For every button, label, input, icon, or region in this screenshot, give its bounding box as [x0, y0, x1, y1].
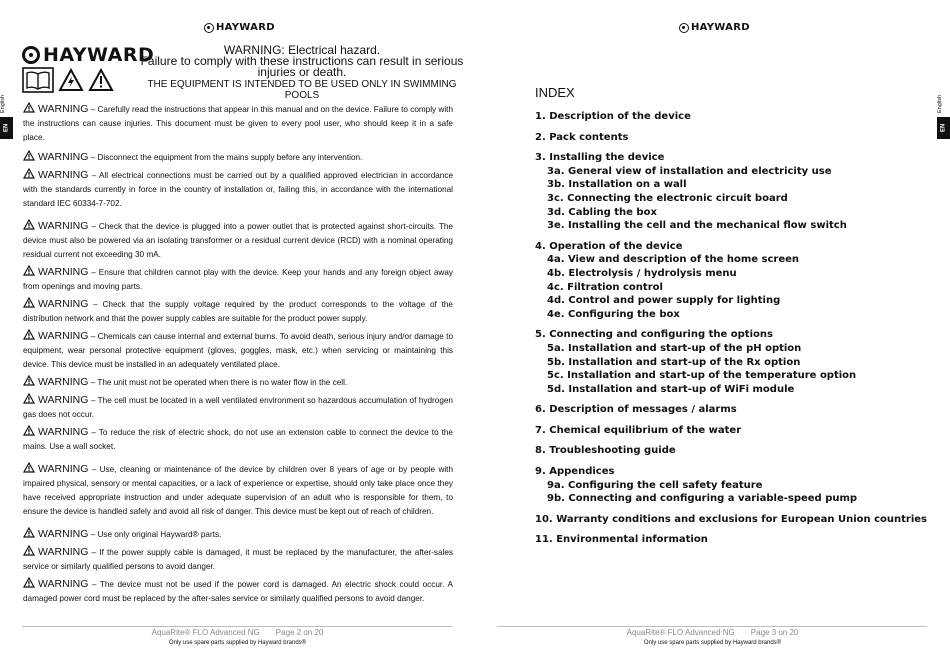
warning-icon [23, 168, 35, 179]
index-subentry[interactable]: 4c. Filtration control [547, 281, 663, 293]
electrical-hazard-header [138, 44, 466, 101]
footer-product: AquaRite® FLO Advanced NG [626, 628, 735, 637]
brand-text: HAYWARD [216, 22, 275, 33]
index-section [535, 533, 930, 547]
footer-page-number: Page 2 on 20 [275, 628, 324, 637]
index-entry[interactable]: 6. Description of messages / alarms [535, 404, 737, 416]
index-entry[interactable]: 10. Warranty conditions and exclusions for European Union countries [535, 513, 928, 525]
warnings-list [23, 102, 453, 606]
warning-item [23, 425, 453, 454]
warning-item [23, 329, 453, 372]
index-section [535, 151, 930, 233]
warning-text: – All electrical connections must be carried out by a qualified approved electrician in accordance with the standards currently in force in the country of installation or, failing this, in accordance with the international standard IEC 60334-7-702. [23, 171, 453, 208]
language-code: EN [937, 117, 950, 139]
warning-icon [23, 577, 35, 588]
index-subentry[interactable]: 9a. Configuring the cell safety feature [547, 479, 763, 491]
footer-product: AquaRite® FLO Advanced NG [151, 628, 260, 637]
warning-icon [23, 545, 35, 556]
warning-keyword: WARNING [38, 103, 89, 115]
index-subentry[interactable]: 3b. Installation on a wall [547, 179, 687, 191]
warning-icon [23, 219, 35, 230]
hayward-logo-small [679, 22, 750, 33]
warning-icon [23, 462, 35, 473]
warning-item [23, 545, 453, 574]
index-entry[interactable]: 2. Pack contents [535, 131, 629, 143]
language-code: EN [0, 117, 13, 139]
index-subentry[interactable]: 5a. Installation and start-up of the pH option [547, 342, 802, 354]
index-section [535, 131, 930, 145]
warning-keyword: WARNING [38, 151, 89, 163]
page-footer [475, 628, 950, 646]
warning-keyword: WARNING [38, 578, 89, 590]
warning-icon [23, 375, 35, 386]
safety-symbols [22, 67, 114, 93]
page-footer [0, 628, 475, 646]
warning-item [23, 462, 453, 519]
index-entry[interactable]: 9. Appendices [535, 466, 615, 478]
index-entry[interactable]: 3. Installing the device [535, 152, 665, 164]
warning-text: – Check that the device is plugged into a power outlet that is protected against short-circuits. The device must also be powered via an isolating transformer or a residual current device (RCD) with a nominal operating residual current not exceeding 30 mA. [23, 222, 453, 259]
index-section [535, 110, 930, 124]
warning-keyword: WARNING [38, 266, 89, 278]
warning-text: – The device must not be used if the power cord is damaged. An electric shock could occur. A damaged power cord must be replaced by the after-sales service or similarly qualified persons to avoid danger. [23, 580, 453, 603]
warning-keyword: WARNING [38, 426, 89, 438]
warning-icon [23, 329, 35, 340]
index-title: INDEX [535, 85, 575, 100]
footer-rule [497, 626, 927, 627]
header-line-3: THE EQUIPMENT IS INTENDED TO BE USED ONLY IN SWIMMING POOLS [147, 79, 457, 101]
warning-text: – Disconnect the equipment from the mains supply before any intervention. [88, 153, 363, 162]
footer-page-number: Page 3 on 20 [750, 628, 799, 637]
warning-item [23, 168, 453, 211]
hayward-logo-icon [679, 23, 689, 33]
header-line-1: WARNING: Electrical hazard. [223, 43, 381, 57]
warning-item [23, 219, 453, 262]
index-section [535, 240, 930, 322]
index-subentry[interactable]: 4e. Configuring the box [547, 308, 680, 320]
warning-item [23, 150, 453, 165]
index-subentry[interactable]: 4d. Control and power supply for lighting [547, 295, 781, 307]
warning-text: – Chemicals can cause internal and external burns. To avoid death, serious injury and/or damage to equipment, wear personal protective equipment (gloves, goggles, mask, etc.) when servicing or maintaining this device. This device must be installed in an adequately ventilated place. [23, 332, 453, 369]
electrical-hazard-icon [58, 68, 84, 92]
index-section [535, 328, 930, 396]
warning-item [23, 265, 453, 294]
index-entry[interactable]: 4. Operation of the device [535, 240, 683, 252]
warning-icon [23, 297, 35, 308]
warning-keyword: WARNING [38, 330, 89, 342]
brand-text: HAYWARD [691, 22, 750, 33]
hayward-logo-icon [204, 23, 214, 33]
warning-keyword: WARNING [38, 220, 89, 232]
warning-text: – To reduce the risk of electric shock, do not use an extension cable to connect the device to the mains. Use a wall socket. [23, 428, 453, 451]
index-list [535, 110, 930, 554]
index-subentry[interactable]: 9b. Connecting and configuring a variable-speed pump [547, 493, 858, 505]
index-entry[interactable]: 5. Connecting and configuring the options [535, 329, 773, 341]
warning-item [23, 297, 453, 326]
index-subentry[interactable]: 5b. Installation and start-up of the Rx option [547, 356, 801, 368]
warning-icon [23, 425, 35, 436]
index-subentry[interactable]: 4a. View and description of the home screen [547, 254, 800, 266]
index-subentry[interactable]: 5c. Installation and start-up of the temperature option [547, 370, 857, 382]
warning-triangle-icon [88, 68, 114, 92]
brand-text: HAYWARD [43, 44, 155, 66]
hayward-logo-small [204, 22, 275, 33]
warning-icon [23, 102, 35, 113]
warning-text: – Use, cleaning or maintenance of the device by children over 8 years of age or by people with impaired physical, sensory or mental capacities, or a lack of experience or expertise, should only take place once they have received appropriate instruction and under adequate supervision of an adult who is responsible for them, to ensure the device is handled safely and avoid all risk of danger. This device must be kept out of reach of children. [23, 465, 453, 516]
index-subentry[interactable]: 3c. Connecting the electronic circuit board [547, 192, 788, 204]
warning-icon [23, 393, 35, 404]
warning-item [23, 527, 453, 542]
warning-keyword: WARNING [38, 376, 89, 388]
warning-text: – If the power supply cable is damaged, it must be replaced by the manufacturer, the after-sales service or similarly qualified persons to avoid danger. [23, 548, 453, 571]
index-entry[interactable]: 7. Chemical equilibrium of the water [535, 424, 742, 436]
warning-text: – Check that the supply voltage required by the product corresponds to the voltage of the distribution network and that the power supply cables are suitable for the product power supply. [23, 300, 453, 323]
index-subentry[interactable]: 3e. Installing the cell and the mechanical flow switch [547, 220, 847, 232]
language-label: English [937, 94, 943, 114]
warning-text: – The cell must be located in a well ventilated environment so hazardous accumulation of hydrogen gas does not occur. [23, 396, 453, 419]
warning-item [23, 375, 453, 390]
index-entry[interactable]: 11. Environmental information [535, 534, 708, 546]
warning-keyword: WARNING [38, 169, 89, 181]
footer-note: Only use spare parts supplied by Hayward brands® [168, 640, 307, 646]
index-section [535, 424, 930, 438]
language-label: English [0, 94, 6, 114]
warning-keyword: WARNING [38, 394, 89, 406]
index-section [535, 465, 930, 506]
hayward-logo-icon [22, 46, 40, 64]
warning-icon [23, 265, 35, 276]
warning-text: – Use only original Hayward® parts. [88, 530, 222, 539]
index-entry[interactable]: 1. Description of the device [535, 111, 691, 122]
warning-keyword: WARNING [38, 546, 89, 558]
warning-item [23, 393, 453, 422]
warning-text: – Ensure that children cannot play with the device. Keep your hands and any foreign object away from openings and moving parts. [23, 268, 453, 291]
index-section [535, 403, 930, 417]
warning-text: – The unit must not be operated when there is no water flow in the cell. [88, 378, 348, 387]
warning-keyword: WARNING [38, 463, 89, 475]
footer-note: Only use spare parts supplied by Hayward brands® [643, 640, 782, 646]
index-section [535, 513, 930, 527]
warning-keyword: WARNING [38, 298, 89, 310]
warning-icon [23, 527, 35, 538]
index-subentry[interactable]: 4b. Electrolysis / hydrolysis menu [547, 267, 737, 279]
index-subentry[interactable]: 5d. Installation and start-up of WiFi module [547, 383, 795, 395]
read-manual-icon [22, 67, 54, 93]
warning-keyword: WARNING [38, 528, 89, 540]
warning-item [23, 102, 453, 145]
index-section [535, 444, 930, 458]
index-subentry[interactable]: 3a. General view of installation and electricity use [547, 165, 832, 177]
header-line-2: Failure to comply with these instructions can result in serious injuries or death. [140, 54, 464, 79]
warning-item [23, 577, 453, 606]
warning-icon [23, 150, 35, 161]
index-entry[interactable]: 8. Troubleshooting guide [535, 445, 676, 457]
index-subentry[interactable]: 3d. Cabling the box [547, 206, 657, 218]
hayward-logo-large [22, 44, 154, 66]
footer-rule [22, 626, 452, 627]
warning-text: – Carefully read the instructions that appear in this manual and on the device. Failure to comply with the instructions can cause injuries. This document must be given to every pool user, who should keep it in a safe place. [23, 105, 453, 142]
